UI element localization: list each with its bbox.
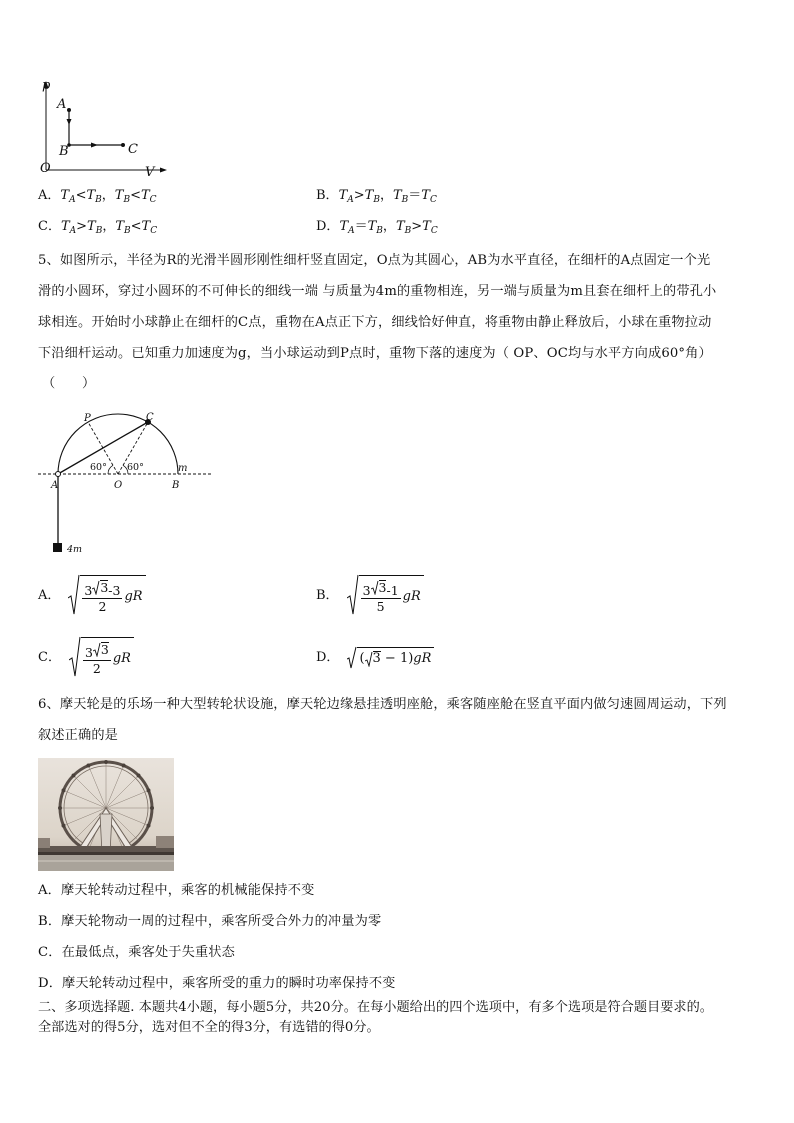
q6-option-c[interactable]: C．在最低点，乘客处于失重状态 — [38, 945, 235, 960]
q5-option-d-label: D． — [316, 650, 340, 665]
graph-label-b: B — [59, 144, 69, 159]
q4-option-d-label: D． — [316, 219, 340, 234]
pv-graph-svg — [36, 78, 176, 180]
q5-option-d[interactable]: D． ( 3 − 1) gR — [316, 645, 434, 671]
fig-label-m: m — [178, 463, 188, 474]
graph-label-p: p — [42, 78, 51, 93]
fig-label-p: P — [84, 413, 91, 424]
q5-stem-line1: 5、如图所示，半径为R的光滑半圆形刚性细杆竖直固定，O点为其圆心，AB为水平直径，在细杆的A点固定一个光 — [38, 253, 711, 268]
q4-option-c[interactable]: C．$T_A>T_B$，$T_B<T_C$ — [38, 219, 158, 236]
fig-label-b: B — [172, 480, 180, 491]
q5-stem-line2: 滑的小圆环，穿过小圆环的不可伸长的细线一端 与质量为4m的重物相连，另一端与质量为m且套在细杆上的带孔小 — [38, 284, 717, 299]
graph-label-a: A — [57, 97, 67, 112]
q4-option-c-label: C． — [38, 219, 61, 234]
arrow-ab — [67, 119, 72, 125]
q4-option-a[interactable]: A．$T_A<T_B$，$T_B<T_C$ — [38, 188, 157, 205]
fig-label-mass: 4m — [67, 544, 83, 555]
graph-label-v: V — [145, 165, 155, 180]
q6-option-d[interactable]: D．摩天轮转动过程中，乘客所受的重力的瞬时功率保持不变 — [38, 976, 396, 991]
q5-option-c-label: C． — [38, 650, 61, 665]
q5-stem-line3: 球相连。开始时小球静止在细杆的C点，重物在A点正下方，细线恰好伸直，将重物由静止释放后，小球在重物拉动 — [38, 315, 712, 330]
fig-label-angle-left: 60° — [90, 462, 107, 473]
q4-option-a-label: A． — [38, 188, 61, 203]
q4-option-b-label: B． — [316, 188, 339, 203]
graph-label-origin: O — [40, 161, 51, 176]
semicircle-figure-svg — [36, 405, 216, 555]
point-a-dot — [67, 108, 71, 112]
q6-option-a[interactable]: A．摩天轮转动过程中，乘客的机械能保持不变 — [38, 883, 315, 898]
semicircle-figure — [36, 405, 216, 555]
q5-option-c[interactable]: C． 3 3 2 gR — [38, 636, 134, 680]
q5-stem-line4: 下沿细杆运动。已知重力加速度为g，当小球运动到P点时，重物下落的速度为（ OP、OC均与水平方向成60°角） — [38, 346, 712, 361]
ferris-wheel-photo — [38, 758, 174, 871]
fig-label-a: A — [51, 480, 59, 491]
pv-graph — [36, 78, 176, 180]
q6-stem-line1: 6、摩天轮是的乐场一种大型转轮状设施，摩天轮边缘悬挂透明座舱，乘客随座舱在竖直平面内做匀速圆周运动，下列 — [38, 697, 727, 712]
q6-stem-line2: 叙述正确的是 — [38, 728, 119, 743]
q5-answer-paren: （ ） — [42, 376, 96, 391]
ferris-wheel-svg — [38, 758, 174, 871]
semicircle-rod — [58, 414, 178, 474]
fig-label-c: C — [146, 412, 154, 423]
angle-arc-left — [108, 465, 113, 474]
radical-sign — [68, 574, 80, 618]
q5-option-b-label: B． — [316, 588, 339, 603]
weight-block — [53, 543, 62, 552]
ring-a — [56, 472, 61, 477]
q6-option-b[interactable]: B．摩天轮物动一周的过程中，乘客所受合外力的冲量为零 — [38, 914, 382, 929]
section2-heading-line2: 全部选对的得5分，选对但不全的得3分，有选错的得0分。 — [38, 1020, 380, 1035]
section2-heading-line1: 二、多项选择题. 本题共4小题，每小题5分，共20分。在每小题给出的四个选项中，有多个选项是符合题目要求的。 — [38, 1000, 713, 1015]
q5-option-a[interactable]: A． 3 3 -3 2 gR — [38, 574, 146, 618]
arrow-bc — [91, 143, 98, 148]
q4-option-d[interactable]: D．$T_A=T_B$，$T_B>T_C$ — [316, 219, 438, 236]
point-c-dot — [121, 143, 125, 147]
q5-option-b[interactable]: B． 3 3 -1 5 gR — [316, 574, 424, 618]
q5-option-a-label: A． — [38, 588, 61, 603]
q4-option-b[interactable]: B．$T_A>T_B$，$T_B=T_C$ — [316, 188, 437, 205]
fig-label-angle-right: 60° — [127, 462, 144, 473]
graph-label-c: C — [128, 142, 138, 157]
v-axis-arrow — [160, 168, 167, 173]
fig-label-o: O — [114, 480, 123, 491]
